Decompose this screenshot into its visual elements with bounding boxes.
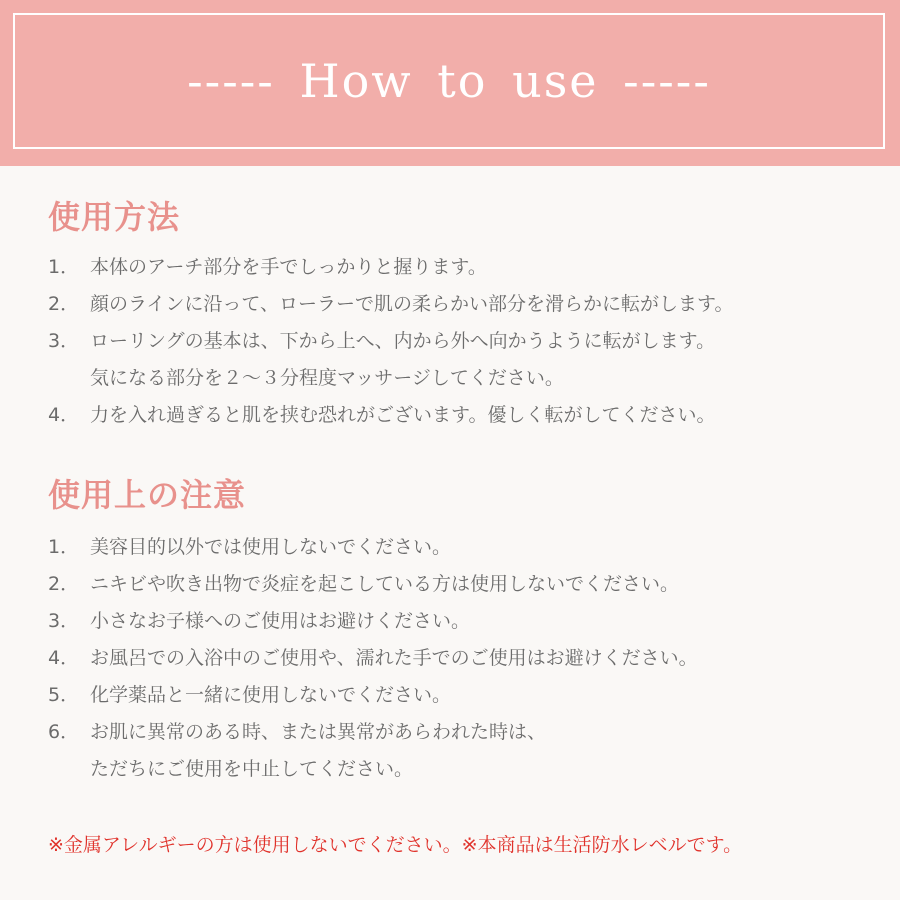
list-item [48, 603, 698, 640]
header-frame [13, 13, 885, 149]
item-text-line: 本体のアーチ部分を手でしっかりと握ります。 [90, 256, 487, 278]
list-item [48, 397, 734, 434]
item-text [90, 566, 679, 603]
item-number: 1． [48, 256, 80, 278]
item-text-line: お風呂での入浴中のご使用や、濡れた手でのご使用はお避けください。 [90, 647, 698, 669]
item-text [90, 323, 715, 397]
item-text-line: 力を入れ過ぎると肌を挟む恐れがございます。優しく転がしてください。 [90, 404, 716, 426]
item-text-line: お肌に異常のある時、または異常があらわれた時は、 [90, 721, 547, 743]
page-title: ----- How to use ----- [187, 54, 711, 108]
usage-list [48, 249, 734, 434]
item-text-line: 気になる部分を２〜３分程度マッサージしてください。 [90, 367, 564, 389]
item-text-line: 化学薬品と一緒に使用しないでください。 [90, 684, 452, 706]
item-number: 1． [48, 536, 80, 558]
list-item [48, 566, 698, 603]
item-text [90, 397, 715, 434]
item-text-line: 美容目的以外では使用しないでください。 [90, 536, 452, 558]
item-number: 3． [48, 610, 80, 632]
item-number: 4． [48, 404, 80, 426]
item-number: 2． [48, 293, 80, 315]
list-item [48, 249, 734, 286]
list-item [48, 529, 698, 566]
item-text-line: ただちにご使用を中止してください。 [90, 758, 414, 780]
cautions-heading: 使用上の注意 [48, 476, 247, 514]
item-text-line: 小さなお子様へのご使用はお避けください。 [90, 610, 471, 632]
usage-heading: 使用方法 [48, 198, 181, 236]
item-text [90, 603, 470, 640]
list-item [48, 640, 698, 677]
item-text [90, 529, 451, 566]
item-number: 2． [48, 573, 80, 595]
item-text-line: 顔のラインに沿って、ローラーで肌の柔らかい部分を滑らかに転がします。 [90, 293, 734, 315]
item-text-line: ニキビや吹き出物で炎症を起こしている方は使用しないでください。 [90, 573, 680, 595]
item-text [90, 249, 487, 286]
item-text [90, 714, 546, 788]
item-text [90, 286, 734, 323]
item-text [90, 640, 698, 677]
item-text [90, 677, 451, 714]
list-item [48, 677, 698, 714]
item-number: 3． [48, 330, 80, 352]
content-area [0, 166, 900, 900]
list-item [48, 714, 698, 788]
footer-note: ※金属アレルギーの方は使用しないでください。※本商品は生活防水レベルです。 [48, 834, 743, 856]
item-number: 4． [48, 647, 80, 669]
header-banner [0, 0, 900, 166]
item-number: 5． [48, 684, 80, 706]
list-item [48, 323, 734, 397]
item-text-line: ローリングの基本は、下から上へ、内から外へ向かうように転がします。 [90, 330, 716, 352]
item-number: 6． [48, 721, 80, 743]
list-item [48, 286, 734, 323]
cautions-list [48, 529, 698, 788]
